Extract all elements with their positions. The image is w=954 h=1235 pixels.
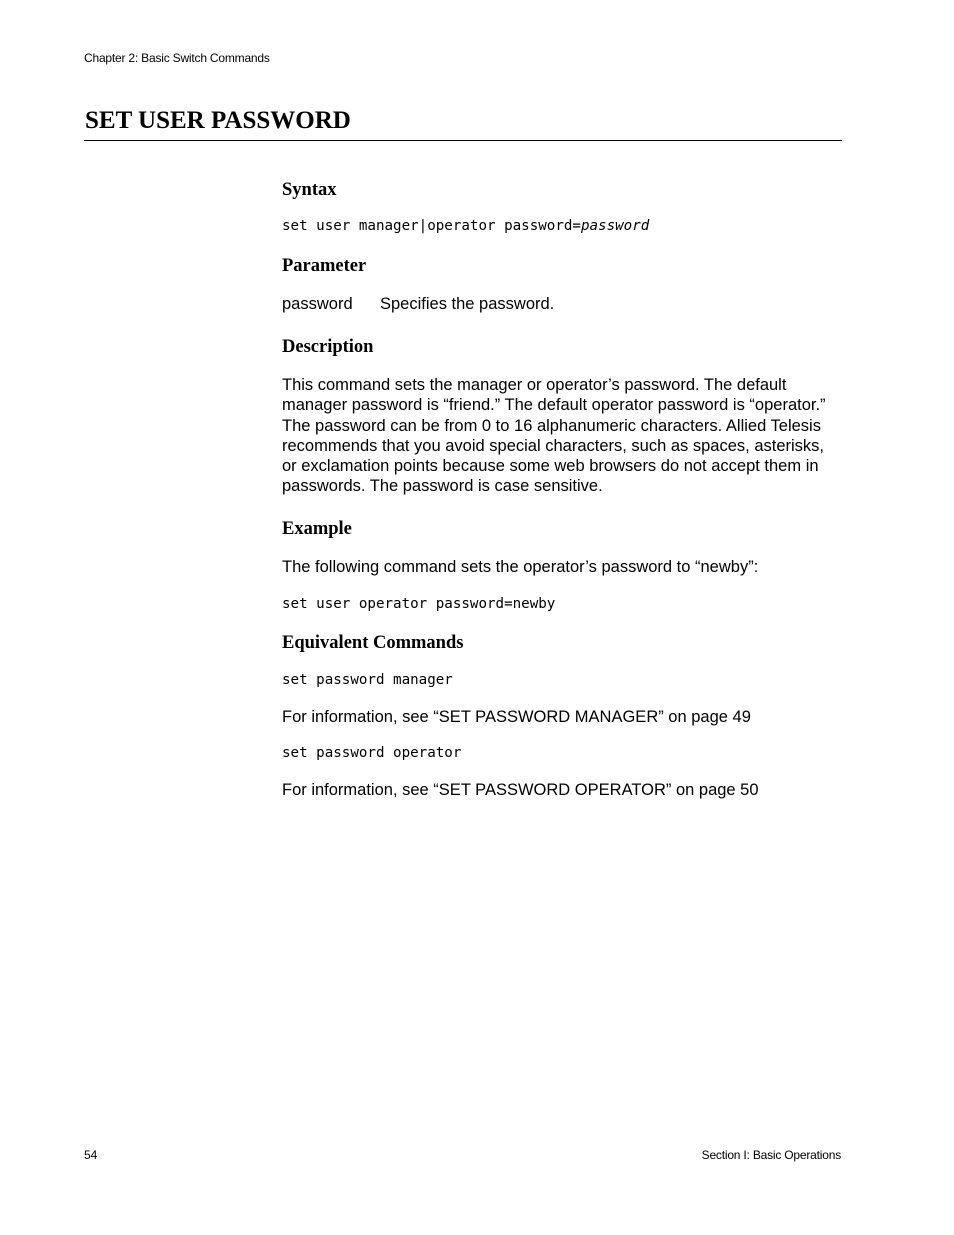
description-heading: Description — [282, 337, 374, 357]
syntax-command — [282, 218, 649, 234]
equivalent-command: set password manager — [282, 672, 453, 688]
description-text: This command sets the manager or operator’s password. The default manager password is “friend.” The default operator password is “operator.” The password can be from 0 to 16 alphanumeric characters. Allied Telesis recommends that you avoid special characters, such as spaces, asterisks, or exclamation points because some web browsers do not accept them in passwords. The password is case sensitive. — [282, 376, 826, 496]
equivalent-info: For information, see “SET PASSWORD MANAGER” on page 49 — [282, 708, 751, 726]
example-command: set user operator password=newby — [282, 596, 556, 612]
title-rule — [84, 140, 842, 141]
example-text: The following command sets the operator’s password to “newby”: — [282, 558, 759, 576]
parameter-description: Specifies the password. — [380, 295, 555, 313]
running-footer-section: Section I: Basic Operations — [701, 1148, 841, 1162]
parameter-name: password — [282, 295, 353, 313]
syntax-heading: Syntax — [282, 180, 337, 200]
equivalent-command: set password operator — [282, 745, 462, 761]
equivalent-info: For information, see “SET PASSWORD OPERATOR” on page 50 — [282, 781, 759, 799]
parameter-heading: Parameter — [282, 256, 367, 276]
page-number: 54 — [84, 1148, 98, 1162]
syntax-command-prefix: set user manager|operator password= — [282, 218, 581, 234]
running-header: Chapter 2: Basic Switch Commands — [84, 51, 270, 65]
page-title: SET USER PASSWORD — [85, 107, 351, 134]
syntax-command-variable: password — [580, 218, 650, 234]
example-heading: Example — [282, 519, 352, 539]
equivalent-heading: Equivalent Commands — [282, 633, 464, 653]
